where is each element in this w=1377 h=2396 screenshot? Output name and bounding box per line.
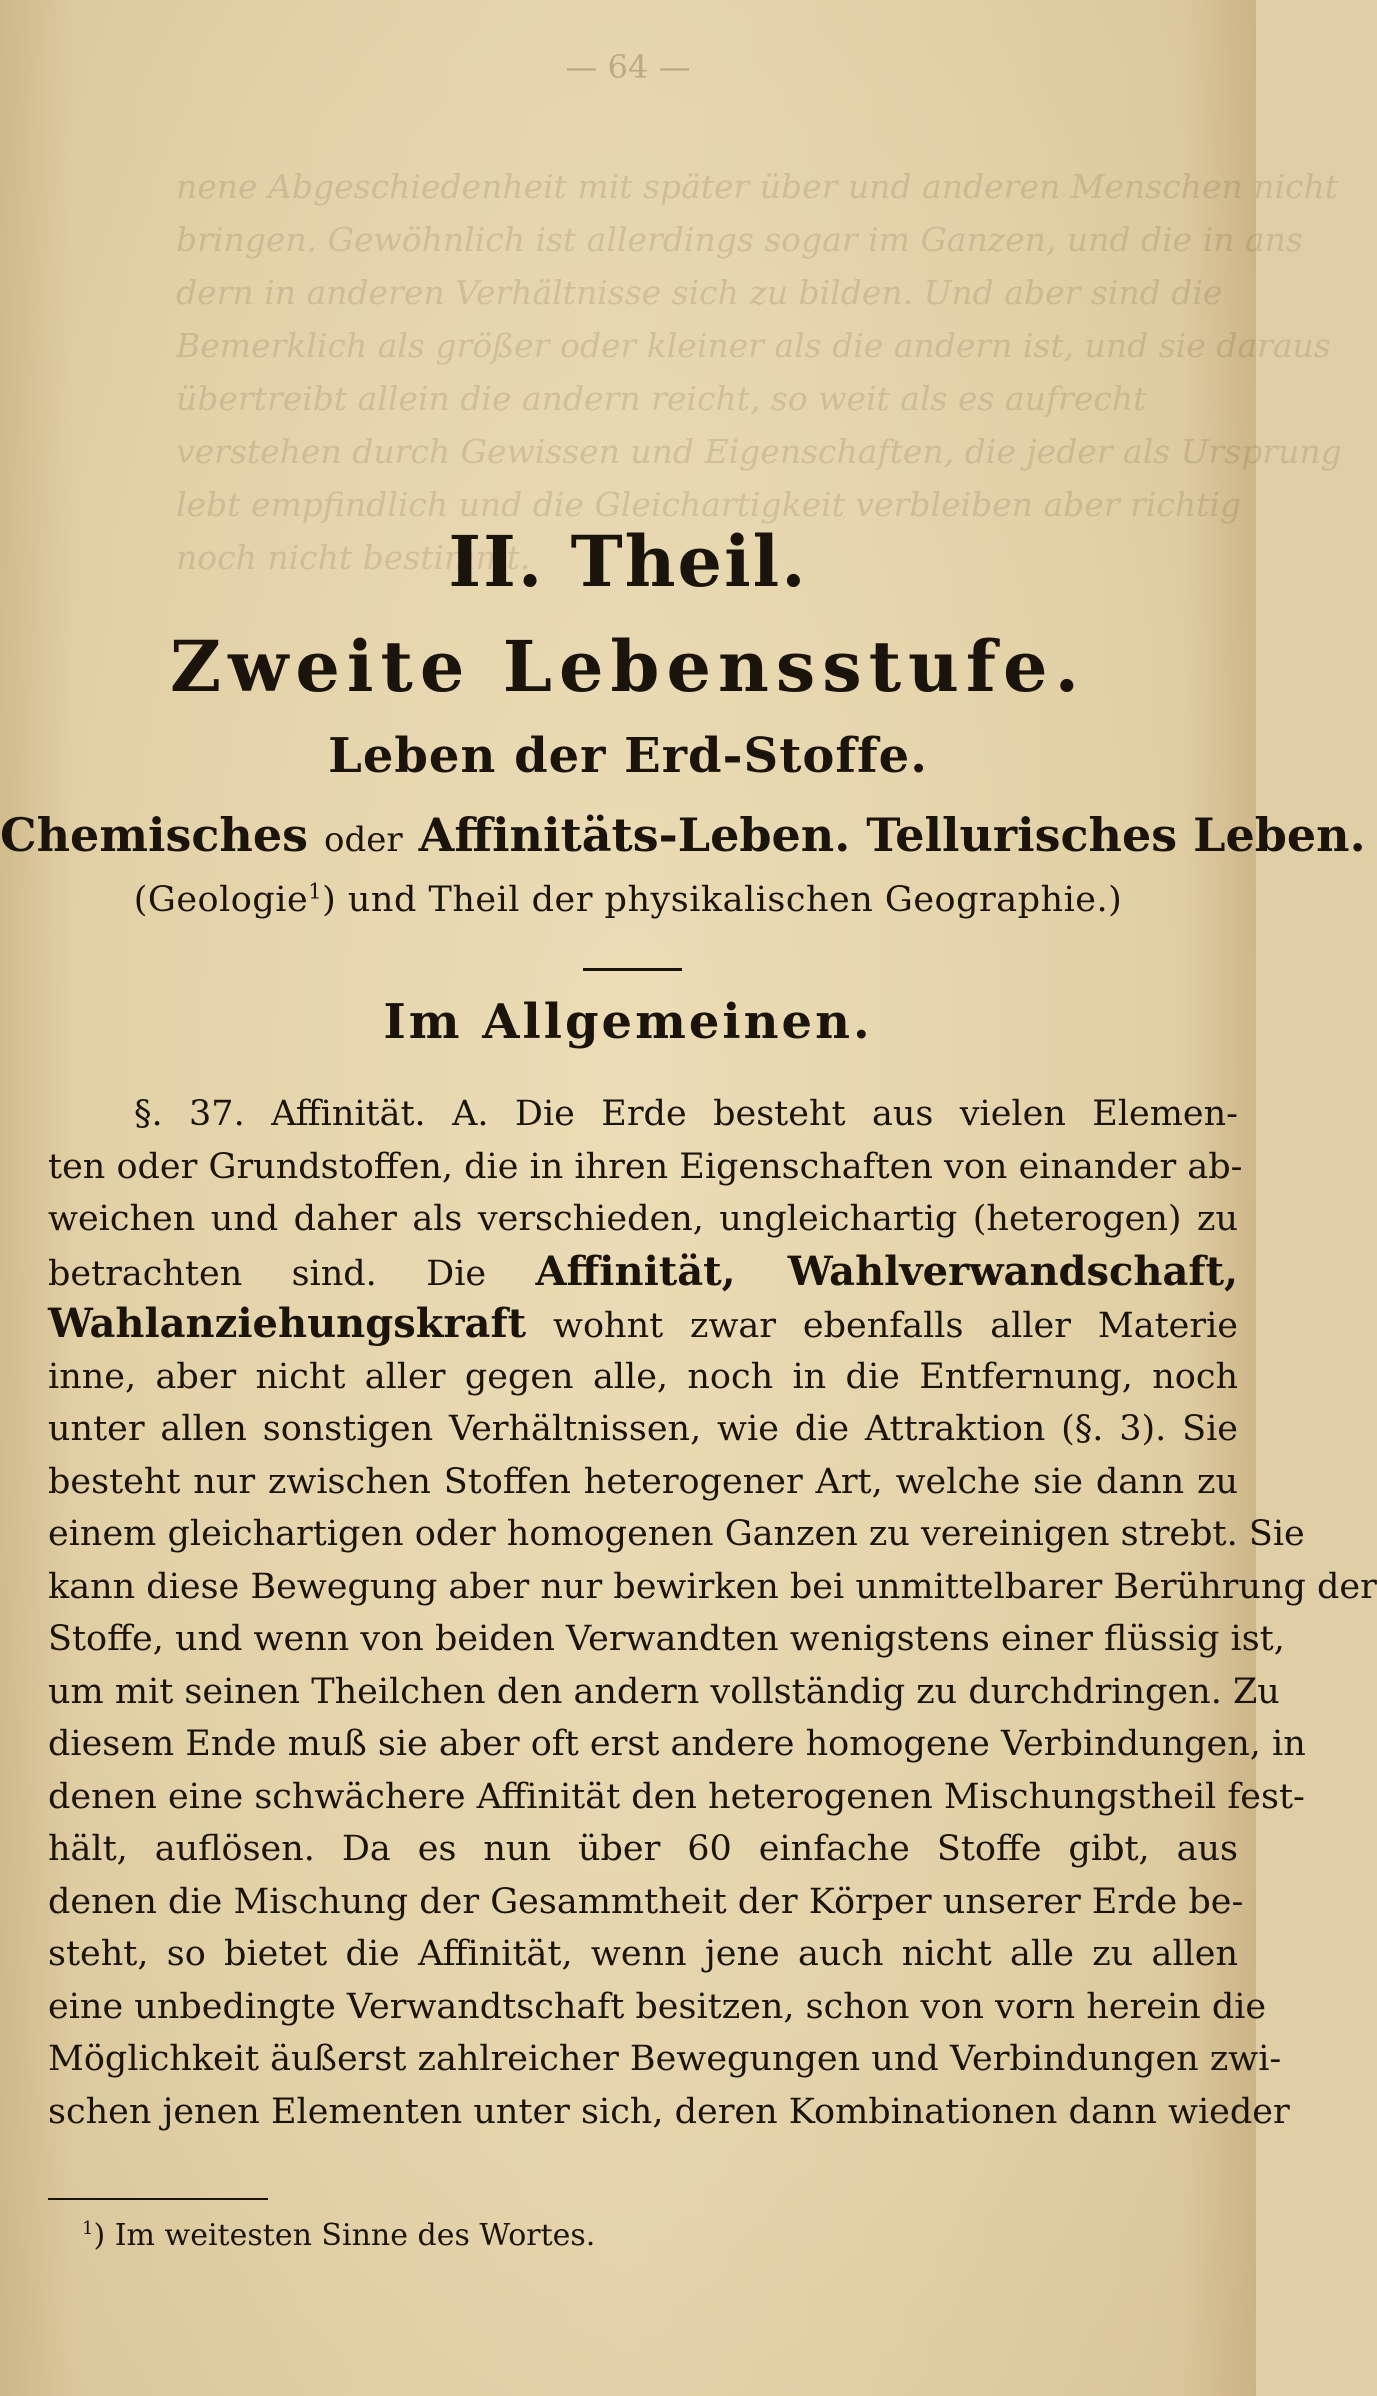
line-text: ten oder Grundstoffen, die in ihren Eigenschaften von einander ab- [48,1146,1243,1187]
bleed-through-line: dern in anderen Verhältnisse sich zu bilden. Und aber sind die [176,273,1223,312]
chem-title-part-c: Affinitäts-Leben. Tellurisches Leben. [418,808,1366,862]
paragraph-line [48,1403,1238,1456]
paragraph-line [48,2086,1290,2139]
footnote-text: ) Im weitesten Sinne des Wortes. [93,2218,596,2253]
bleed-through-line: nene Abgeschiedenheit mit später über und anderen Menschen nicht [176,167,1339,206]
line-text: schen jenen Elementen unter sich, deren Kombinationen dann wieder [48,2091,1290,2132]
paragraph-line [48,1981,1267,2034]
part-title: II. Theil. [448,520,808,603]
line-text: weichen und daher als verschieden, ungleichartig (heterogen) zu [48,1199,1238,1239]
line-text: §. 37. Affinität. A. Die Erde besteht aus vielen Elemen- [134,1094,1238,1134]
line-text: diesem Ende muß sie aber oft erst andere homogene Verbindungen, in [48,1724,1306,1764]
footnote [82,2218,595,2253]
paragraph-line [48,1246,1238,1299]
paragraph-line [48,2033,1282,2086]
paragraph-line [48,1193,1238,1246]
subtitle-part-b: ) und Theil der physikalischen Geographie.) [322,880,1123,920]
bleed-through-line: bringen. Gewöhnlich ist allerdings sogar im Ganzen, und die in ans [176,220,1303,259]
paragraph-line [48,1928,1238,1981]
chemical-life-title [0,808,1366,862]
line-text: denen eine schwächere Affinität den heterogenen Mischungstheil fest- [48,1776,1305,1817]
section-divider [583,968,682,971]
line-text: besteht nur zwischen Stoffen heterogener Art, welche sie dann zu [48,1461,1238,1502]
line-text: hält, auflösen. Da es nun über 60 einfache Stoffe gibt, aus [48,1829,1238,1869]
line-text: steht, so bietet die Affinität, wenn jene auch nicht alle zu allen [48,1934,1238,1974]
line-text: um mit seinen Theilchen den andern vollständig zu durchdringen. Zu [48,1671,1280,1712]
bleed-through-line: noch nicht bestimmt. [176,538,531,577]
emphasized-term: Affinität, Wahlverwandschaft, [535,1247,1238,1295]
bleed-through-line: lebt empfindlich und die Gleichartigkeit verbleiben aber richtig [176,485,1242,524]
section-title: Im Allgemeinen. [383,994,873,1050]
paragraph-line [48,1298,1238,1351]
line-text: wohnt zwar ebenfalls aller Materie [526,1306,1238,1346]
line-text: Stoffe, und wenn von beiden Verwandten wenigstens einer flüssig ist, [48,1619,1285,1659]
line-text: denen die Mischung der Gesammtheit der Körper unserer Erde be- [48,1881,1244,1922]
paragraph-line [48,1718,1306,1771]
paragraph-line [48,1876,1244,1929]
paragraph-line [48,1351,1238,1404]
paragraph-line [48,1088,1238,1141]
life-title: Leben der Erd-Stoffe. [328,728,928,784]
bleed-through-line: verstehen durch Gewissen und Eigenschaften, die jeder als Ursprung [176,432,1342,471]
line-text: Möglichkeit äußerst zahlreicher Bewegungen und Verbindungen zwi- [48,2039,1282,2079]
line-text: inne, aber nicht aller gegen alle, noch in die Entfernung, noch [48,1356,1238,1397]
line-text: eine unbedingte Verwandtschaft besitzen, schon von vorn herein die [48,1986,1267,2027]
footnote-marker: 1 [82,2218,94,2239]
paragraph-line [48,1613,1285,1666]
paragraph-line [48,1456,1238,1509]
bleed-through-line: übertreibt allein die andern reicht, so weit als es aufrecht [176,379,1147,418]
footnote-divider [48,2198,268,2200]
line-text: betrachten sind. Die [48,1253,536,1294]
chem-title-part-a: Chemisches [0,808,308,862]
stage-title: Zweite Lebensstufe. [170,625,1086,708]
subtitle [0,880,1256,920]
paragraph-line [48,1141,1243,1194]
emphasized-term: Wahlanziehungskraft [48,1300,527,1347]
paragraph-line [48,1771,1305,1824]
chem-title-connector: oder [324,820,403,860]
paragraph-line [48,1561,1377,1614]
paragraph-line [48,1823,1238,1876]
bleed-through-line: Bemerklich als größer oder kleiner als die andern ist, und sie daraus [176,326,1331,365]
subtitle-footnote-marker: 1 [308,879,323,904]
line-text: kann diese Bewegung aber nur bewirken bei unmittelbarer Berührung der [48,1566,1377,1607]
line-text: unter allen sonstigen Verhältnissen, wie die Attraktion (§. 3). Sie [48,1409,1238,1449]
page-number: — 64 — [565,48,691,86]
subtitle-part-a: (Geologie [133,880,309,920]
line-text: einem gleichartigen oder homogenen Ganzen zu vereinigen strebt. Sie [48,1514,1305,1554]
paragraph-line [48,1508,1305,1561]
paragraph-line [48,1666,1280,1719]
body-paragraph [48,1088,1377,2138]
